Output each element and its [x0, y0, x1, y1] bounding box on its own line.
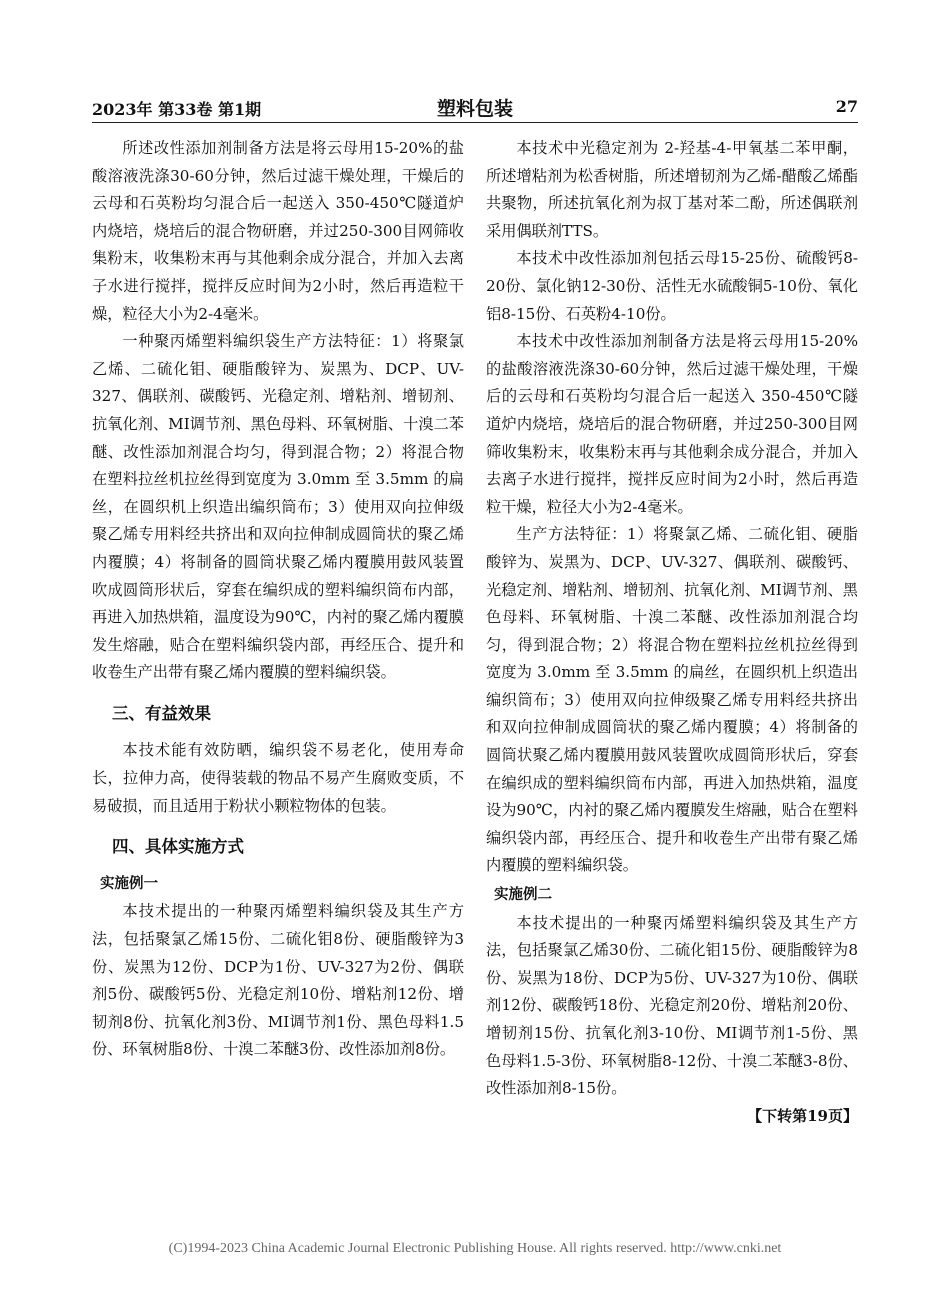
paragraph: 本技术中光稳定剂为 2-羟基-4-甲氧基二苯甲酮，所述增粘剂为松香树脂，所述增韧剂为乙烯-醋酸乙烯酯共聚物，所述抗氧化剂为叔丁基对苯二酚，所述偶联剂采用偶联剂TTS。 — [486, 139, 858, 240]
paragraph: 本技术提出的一种聚丙烯塑料编织袋及其生产方法，包括聚氯乙烯15份、二硫化钼8份、硬脂酸锌为3份、炭黑为12份、DCP为1份、UV-327为2份、偶联剂5份、碳酸钙5份、光稳定剂10份、增粘剂12份、增韧剂8份、抗氧化剂3份、MI调节剂1份、黑色母料1.5份、环氧树脂8份、十溴二苯醚3份、改性添加剂8份。 — [92, 902, 464, 1059]
left-column — [92, 135, 464, 1064]
header-rule — [92, 122, 858, 123]
continued-notice: 【下转第19页】 — [747, 1106, 858, 1125]
paragraph: 一种聚丙烯塑料编织袋生产方法特征：1）将聚氯乙烯、二硫化钼、硬脂酸锌为、炭黑为、DCP、UV-327、偶联剂、碳酸钙、光稳定剂、增粘剂、增韧剂、抗氧化剂、MI调节剂、黑色母料、环氧树脂、十溴二苯醚、改性添加剂混合均匀，得到混合物；2）将混合物在塑料拉丝机拉丝得到宽度为 3.0mm 至 3.5mm 的扁丝，在圆织机上织造出编织筒布；3）使用双向拉伸级聚乙烯专用料经共挤出和双向拉伸制成圆筒状的聚乙烯内覆膜；4）将制备的圆筒状聚乙烯内覆膜用鼓风装置吹成圆筒形状后，穿套在编织成的塑料编织筒布内部，再进入加热烘箱，温度设为90℃，内衬的聚乙烯内覆膜发生熔融，贴合在塑料编织袋内部，再经压合、提升和收卷生产出带有聚乙烯内覆膜的塑料编织袋。 — [92, 332, 464, 682]
page-number: 27 — [835, 97, 858, 116]
copyright-footer: (C)1994-2023 China Academic Journal Electronic Publishing House. All rights reserved. http://www.cnki.net — [168, 1241, 782, 1256]
paragraph: 所述改性添加剂制备方法是将云母用15-20%的盐酸溶液洗涤30-60分钟，然后过滤干燥处理，干燥后的云母和石英粉均匀混合后一起送入 350-450℃隧道炉内烧培，烧培后的混合物研磨，并过250-300目网筛收集粉末，收集粉末再与其他剩余成分混合，并加入去离子水进行搅拌，搅拌反应时间为2小时，然后再造粒干燥，粒径大小为2-4毫米。 — [92, 139, 464, 323]
paragraph: 本技术能有效防晒，编织袋不易老化，使用寿命长，拉伸力高，使得装载的物品不易产生腐败变质，不易破损，而且适用于粉状小颗粒物体的包装。 — [92, 741, 464, 815]
section-heading: 三、有益效果 — [112, 703, 211, 723]
issue-info: 2023年 第33卷 第1期 — [92, 100, 262, 119]
page-header — [92, 94, 858, 120]
journal-title: 塑料包装 — [436, 98, 513, 120]
paragraph: 本技术提出的一种聚丙烯塑料编织袋及其生产方法，包括聚氯乙烯30份、二硫化钼15份、硬脂酸锌为8份、炭黑为18份、DCP为5份、UV-327为10份、偶联剂12份、碳酸钙18份、光稳定剂20份、增粘剂20份、增韧剂15份、抗氧化剂3-10份、MI调节剂1-5份、黑色母料1.5-3份、环氧树脂8-12份、十溴二苯醚3-8份、改性添加剂8-15份。 — [486, 913, 858, 1098]
subsection-heading: 实施例一 — [100, 875, 158, 892]
section-heading: 四、具体实施方式 — [112, 837, 244, 857]
paragraph: 本技术中改性添加剂包括云母15-25份、硫酸钙8-20份、氯化钠12-30份、活性无水硫酸铜5-10份、氧化铝8-15份、石英粉4-10份。 — [486, 249, 858, 323]
paragraph: 本技术中改性添加剂制备方法是将云母用15-20%的盐酸溶液洗涤30-60分钟，然后过滤干燥处理，干燥后的云母和石英粉均匀混合后一起送入 350-450℃隧道炉内烧培，烧培后的混合物研磨，并过250-300目网筛收集粉末，收集粉末再与其他剩余成分混合，并加入去离子水进行搅拌，搅拌反应时间为2小时，然后再造粒干燥，粒径大小为2-4毫米。 — [486, 332, 858, 516]
subsection-heading: 实施例二 — [494, 887, 552, 904]
paragraph: 生产方法特征：1）将聚氯乙烯、二硫化钼、硬脂酸锌为、炭黑为、DCP、UV-327、偶联剂、碳酸钙、光稳定剂、增粘剂、增韧剂、抗氧化剂、MI调节剂、黑色母料、环氧树脂、十溴二苯醚、改性添加剂混合均匀，得到混合物；2）将混合物在塑料拉丝机拉丝得到宽度为 3.0mm 至 3.5mm 的扁丝，在圆织机上织造出编织筒布；3）使用双向拉伸级聚乙烯专用料经共挤出和双向拉伸制成圆筒状的聚乙烯内覆膜；4）将制备的圆筒状聚乙烯内覆膜用鼓风装置吹成圆筒形状后，穿套在编织成的塑料编织筒布内部，再进入加热烘箱，温度设为90℃，内衬的聚乙烯内覆膜发生熔融，贴合在塑料编织袋内部，再经压合、提升和收卷生产出带有聚乙烯内覆膜的塑料编织袋。 — [486, 525, 858, 875]
right-column — [486, 135, 858, 1130]
